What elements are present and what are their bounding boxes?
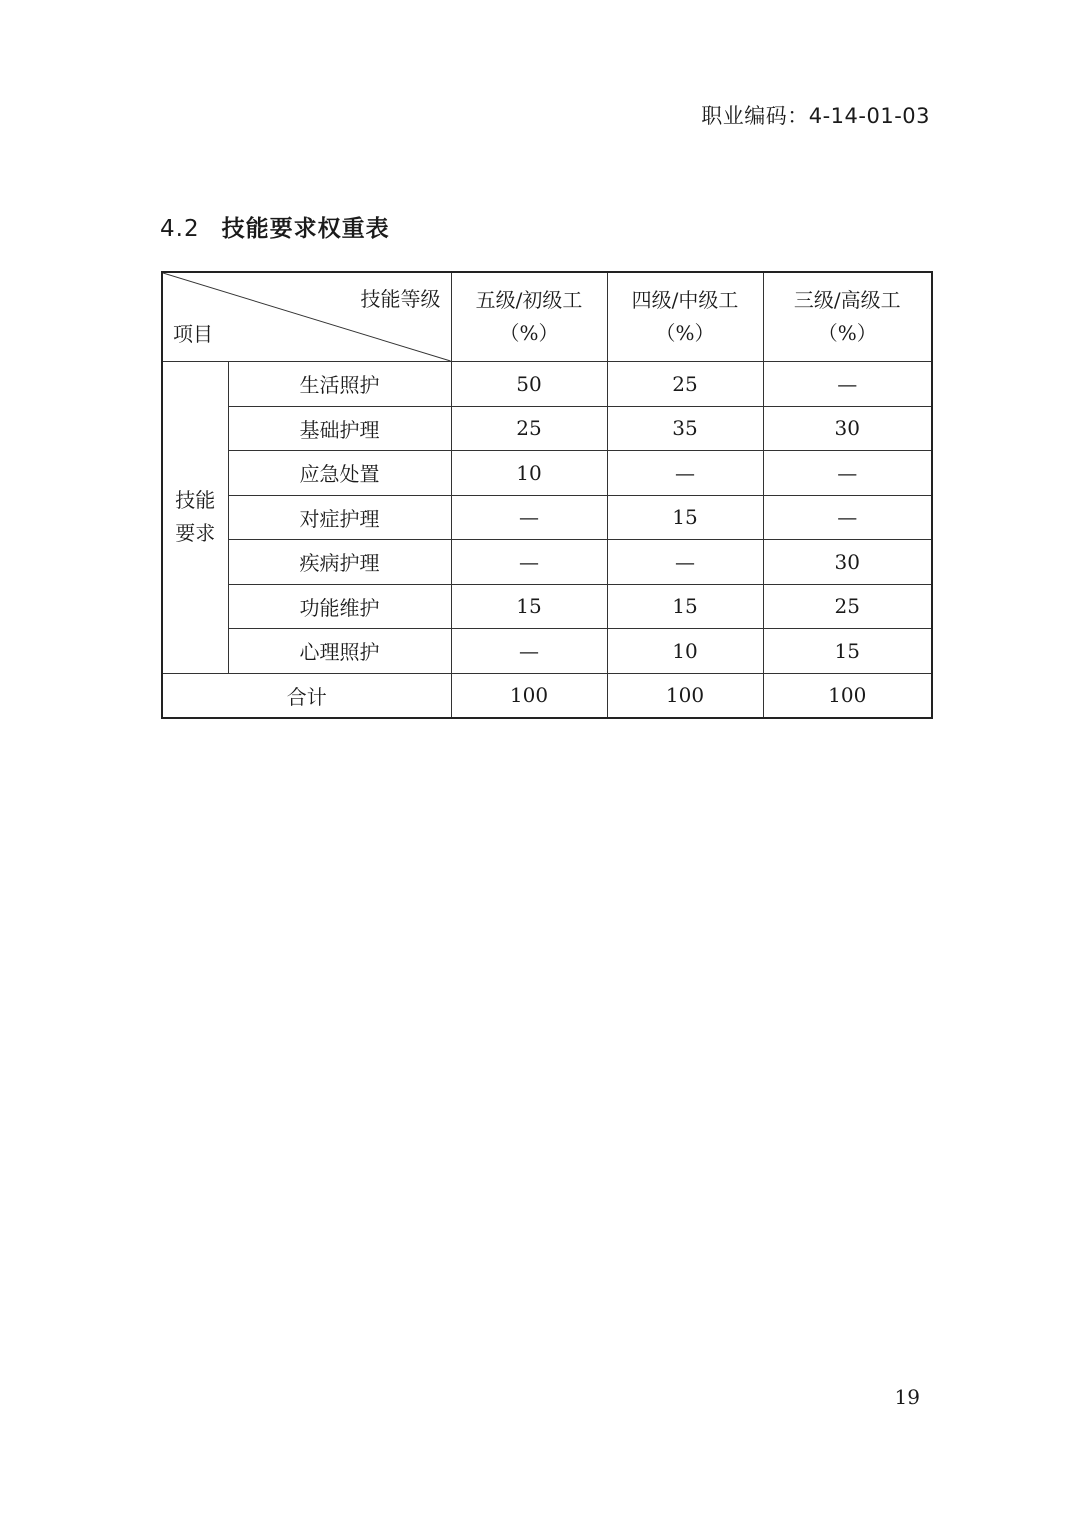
column-name: 三级/高级工 <box>793 288 901 312</box>
column-header <box>607 272 763 362</box>
table-cell: 25 <box>763 584 932 629</box>
table-cell: 15 <box>607 584 763 629</box>
total-cell: 100 <box>607 673 763 718</box>
table-row <box>162 451 932 496</box>
row-item: 基础护理 <box>228 406 451 451</box>
page-number: 19 <box>894 1385 920 1409</box>
section-number: 4.2 <box>160 216 200 242</box>
group-label: 技能 <box>175 488 216 513</box>
table-row <box>162 584 932 629</box>
column-unit: （%） <box>817 321 877 345</box>
table-row <box>162 406 932 451</box>
section-title-text: 技能要求权重表 <box>221 216 390 242</box>
table-cell: 25 <box>607 362 763 407</box>
row-item: 功能维护 <box>228 584 451 629</box>
column-unit: （%） <box>655 321 715 345</box>
table-cell: 15 <box>763 629 932 674</box>
table-cell: — <box>451 629 607 674</box>
column-name: 五级/初级工 <box>475 288 583 312</box>
table-cell: — <box>607 540 763 585</box>
table-header-row <box>162 272 932 362</box>
skill-level-label: 技能等级 <box>360 287 441 311</box>
table-cell: — <box>763 451 932 496</box>
table-row <box>162 629 932 674</box>
row-item: 心理照护 <box>228 629 451 674</box>
item-label: 项目 <box>173 322 213 346</box>
table-cell: — <box>451 495 607 540</box>
table-cell: 15 <box>451 584 607 629</box>
table-cell: — <box>451 540 607 585</box>
column-header <box>763 272 932 362</box>
table-cell: — <box>763 495 932 540</box>
skill-weight-table <box>161 271 933 719</box>
group-label-cell <box>162 362 228 674</box>
table-cell: — <box>607 451 763 496</box>
table-cell: 50 <box>451 362 607 407</box>
total-row <box>162 673 932 718</box>
column-header <box>451 272 607 362</box>
table-cell: 30 <box>763 540 932 585</box>
table-cell: 15 <box>607 495 763 540</box>
table-cell: 10 <box>451 451 607 496</box>
diagonal-header-cell <box>162 272 451 362</box>
row-item: 应急处置 <box>228 451 451 496</box>
table-cell: — <box>763 362 932 407</box>
column-unit: （%） <box>499 321 559 345</box>
table-cell: 35 <box>607 406 763 451</box>
table-cell: 30 <box>763 406 932 451</box>
table-cell: 25 <box>451 406 607 451</box>
group-label: 要求 <box>175 521 216 546</box>
column-name: 四级/中级工 <box>631 288 739 312</box>
row-item: 疾病护理 <box>228 540 451 585</box>
section-title <box>160 210 390 243</box>
table-row <box>162 362 932 407</box>
table-row <box>162 495 932 540</box>
table-cell: 10 <box>607 629 763 674</box>
occupation-code: 职业编码：4-14-01-03 <box>701 104 930 128</box>
row-item: 生活照护 <box>228 362 451 407</box>
total-cell: 100 <box>451 673 607 718</box>
total-label: 合计 <box>162 673 451 718</box>
row-item: 对症护理 <box>228 495 451 540</box>
total-cell: 100 <box>763 673 932 718</box>
table-row <box>162 540 932 585</box>
